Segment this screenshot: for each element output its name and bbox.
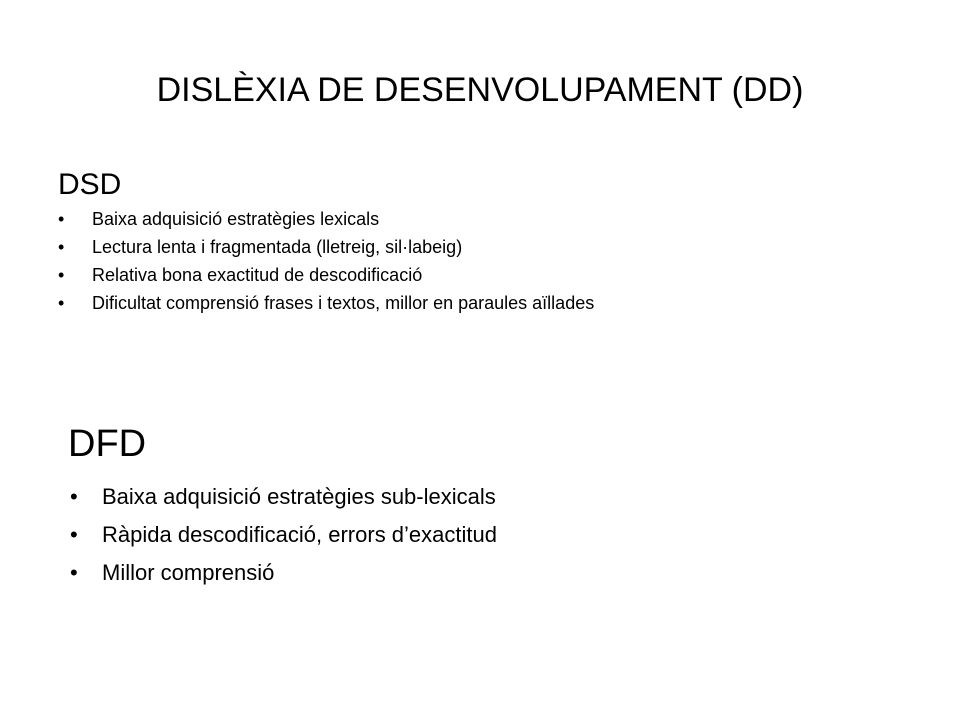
bullet-icon: • xyxy=(58,237,65,257)
list-item-text: Baixa adquisició estratègies lexicals xyxy=(92,209,380,229)
slide-title: DISLÈXIA DE DESENVOLUPAMENT (DD) xyxy=(156,71,804,109)
list-item-text: Lectura lenta i fragmentada (lletreig, sil·labeig) xyxy=(92,237,463,257)
list-item xyxy=(58,233,918,261)
list-item-text: Millor comprensió xyxy=(102,560,275,585)
list-item-text: Relativa bona exactitud de descodificació xyxy=(92,265,423,285)
list-item-text: Dificultat comprensió frases i textos, millor en paraules aïllades xyxy=(92,293,595,313)
bullet-icon: • xyxy=(58,265,65,285)
list-item xyxy=(68,478,828,516)
list-item xyxy=(58,261,918,289)
bullet-list-dfd xyxy=(68,478,828,592)
bullet-list-dsd xyxy=(58,205,918,317)
bullet-icon: • xyxy=(70,560,78,585)
list-item xyxy=(68,516,828,554)
bullet-icon: • xyxy=(58,209,65,229)
section-dsd xyxy=(58,165,918,317)
list-item-text: Baixa adquisició estratègies sub-lexicals xyxy=(102,484,496,509)
bullet-icon: • xyxy=(70,522,78,547)
section-heading-dfd: DFD xyxy=(68,423,147,465)
list-item-text: Ràpida descodificació, errors d’exactitud xyxy=(102,522,497,547)
section-dfd xyxy=(68,420,828,592)
list-item xyxy=(58,289,918,317)
section-heading-dsd: DSD xyxy=(58,168,122,201)
list-item xyxy=(68,554,828,592)
bullet-icon: • xyxy=(70,484,78,509)
list-item xyxy=(58,205,918,233)
bullet-icon: • xyxy=(58,293,65,313)
